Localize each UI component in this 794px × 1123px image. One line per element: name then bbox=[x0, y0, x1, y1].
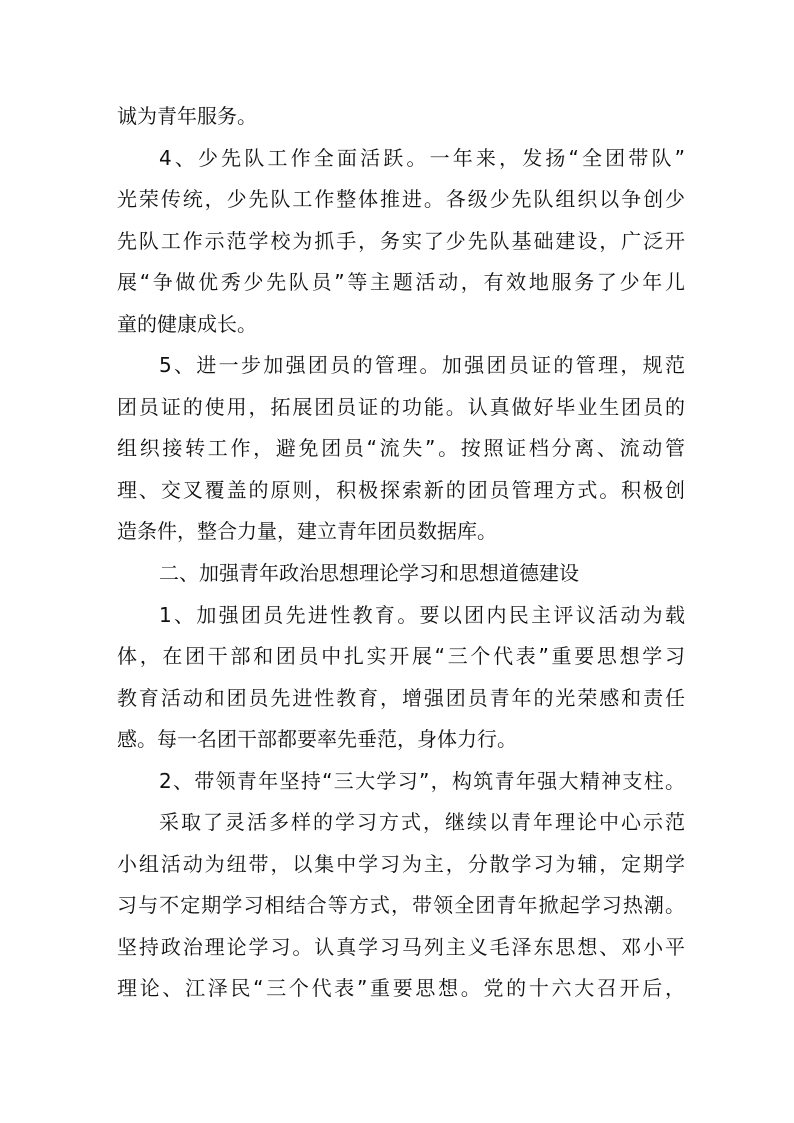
text-line: 光荣传统，少先队工作整体推进。各级少先队组织以争创少 bbox=[117, 187, 685, 212]
document-body bbox=[117, 96, 685, 1010]
text-line: 诚为青年服务。 bbox=[117, 104, 257, 128]
text-line: 先队工作示范学校为抓手，务实了少先队基础建设，广泛开 bbox=[117, 228, 685, 253]
text-line: 坚持政治理论学习。认真学习马列主义毛泽东思想、邓小平 bbox=[117, 934, 685, 959]
text-line: 感。每一名团干部都要率先垂范，身体力行。 bbox=[117, 727, 517, 752]
text-line: 理、交叉覆盖的原则，积极探索新的团员管理方式。积极创 bbox=[117, 477, 685, 502]
text-line: 理论、江泽民“三个代表”重要思想。党的十六大召开后， bbox=[117, 976, 685, 1001]
section-heading: 二、加强青年政治思想理论学习和思想道德建设 bbox=[159, 561, 579, 586]
text-line: 组织接转工作，避免团员“流失”。按照证档分离、流动管 bbox=[117, 436, 685, 461]
paragraph-heading: 2、带领青年坚持“三大学习”，构筑青年强大精神支柱。 bbox=[159, 768, 685, 793]
text-line: 习与不定期学习相结合等方式，带领全团青年掀起学习热潮。 bbox=[117, 893, 685, 918]
text-line: 展“争做优秀少先队员”等主题活动，有效地服务了少年儿 bbox=[117, 270, 685, 295]
paragraph-heading: 4、少先队工作全面活跃。一年来，发扬“全团带队” bbox=[159, 145, 685, 170]
paragraph-heading: 5、进一步加强团员的管理。加强团员证的管理，规范 bbox=[159, 353, 685, 378]
text-line: 教育活动和团员先进性教育，增强团员青年的光荣感和责任 bbox=[117, 685, 685, 710]
text-line: 造条件，整合力量，建立青年团员数据库。 bbox=[117, 519, 497, 544]
paragraph-heading: 1、加强团员先进性教育。要以团内民主评议活动为载 bbox=[159, 602, 685, 627]
text-line: 小组活动为纽带，以集中学习为主，分散学习为辅，定期学 bbox=[117, 851, 685, 876]
text-line: 团员证的使用，拓展团员证的功能。认真做好毕业生团员的 bbox=[117, 394, 685, 419]
text-line: 采取了灵活多样的学习方式，继续以青年理论中心示范 bbox=[159, 810, 685, 835]
text-line: 童的健康成长。 bbox=[117, 311, 257, 336]
text-line: 体，在团干部和团员中扎实开展“三个代表”重要思想学习 bbox=[117, 644, 685, 669]
